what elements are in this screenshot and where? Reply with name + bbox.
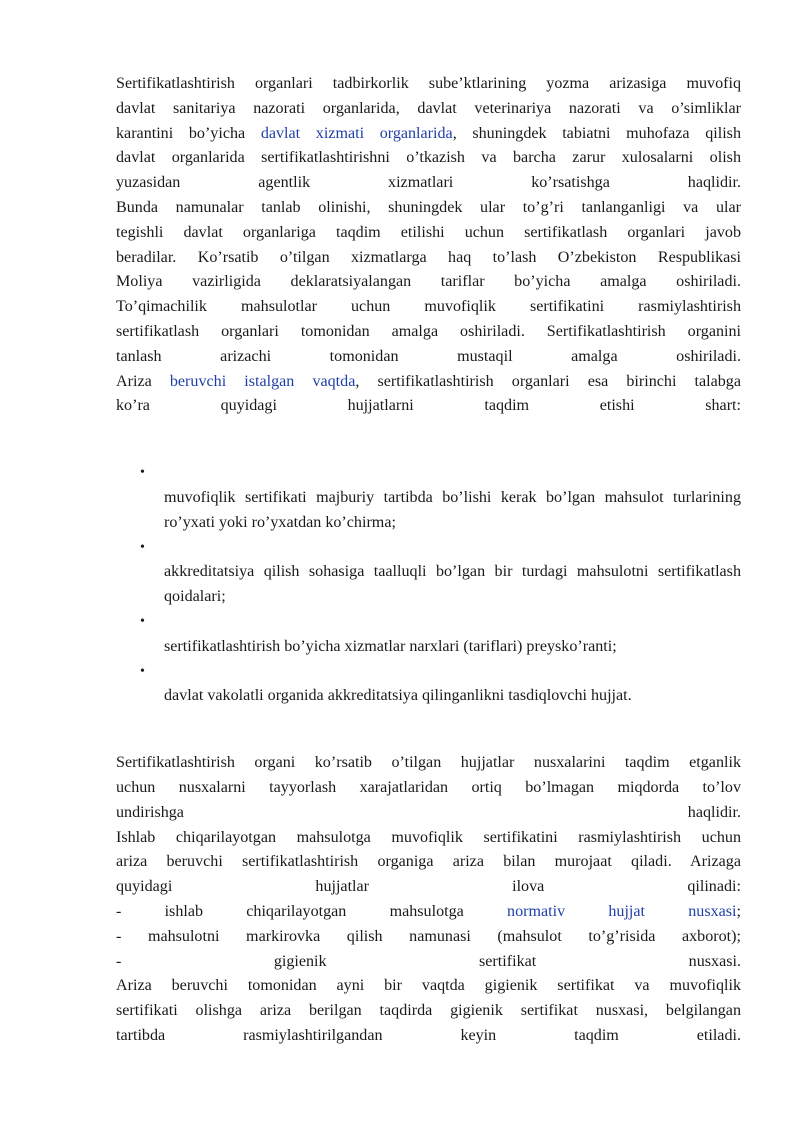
spacer (116, 709, 741, 751)
text-line: ko’ra quyidagi hujjatlarni taqdim etishi shart: (116, 397, 741, 415)
list-item (116, 660, 741, 710)
text-segment: - ishlab chiqarilayotgan mahsulotga (116, 902, 508, 920)
link-normativ-hujjat[interactable]: normativ hujjat nusxasi (507, 902, 737, 920)
text-line: sertifikati olishga ariza berilgan taqdirda gigienik sertifikat nusxasi, belgilangan (116, 1002, 741, 1020)
text-line: - gigienik sertifikat nusxasi. (116, 952, 741, 970)
text-segment: , shuningdek tabiatni muhofaza qilish (452, 124, 741, 142)
text-line: Ariza beruvchi tomonidan ayni bir vaqtda gigienik sertifikat va muvofiqlik (116, 977, 741, 995)
list-item-text: sertifikatlashtirish bo’yicha xizmatlar narxlari (tariflari) preysko’ranti; (164, 637, 617, 655)
text-line: Bunda namunalar tanlab olinishi, shuningdek ular to’g’ri tanlanganligi va ular (116, 198, 741, 216)
text-line: To’qimachilik mahsulotlar uchun muvofiqlik sertifikatini rasmiylashtirish (116, 298, 741, 316)
text-line: quyidagi hujjatlar ilova qilinadi: (116, 878, 741, 896)
spacer (116, 419, 741, 461)
text-line: davlat sanitariya nazorati organlarida, davlat veterinariya nazorati va o’simliklar (116, 99, 741, 117)
list-item (116, 461, 741, 535)
paragraph-1 (116, 72, 741, 419)
link-davlat-xizmati[interactable]: davlat xizmati organlarida (260, 124, 453, 142)
text-line: sertifikatlash organlari tomonidan amalga oshiriladi. Sertifikatlashtirish organini (116, 322, 741, 340)
text-line: Moliya vazirligida deklaratsiyalangan tariflar bo’yicha amalga oshiriladi. (116, 273, 741, 291)
text-line: undirishga haqlidir. (116, 803, 741, 821)
text-line (116, 370, 741, 395)
paragraph-2 (116, 751, 741, 1049)
bullet-icon: • (140, 539, 145, 555)
text-line: davlat organlarida sertifikatlashtirishni o’tkazish va barcha zarur xulosalarni olish (116, 149, 741, 167)
text-segment: karantini bo’yicha (116, 124, 261, 142)
text-line: tanlash arizachi tomonidan mustaqil amalga oshiriladi. (116, 347, 741, 365)
list-item (116, 610, 741, 660)
bullet-icon: • (140, 663, 145, 679)
list-item-text: muvofiqlik sertifikati majburiy tartibda bo’lishi kerak bo’lgan mahsulot turlarining ro’yxati yoki ro’yxatdan ko’chirma; (164, 488, 741, 531)
text-segment: Ariza (116, 372, 170, 390)
text-line: uchun nusxalarni tayyorlash xarajatlaridan ortiq bo’lmagan miqdorda to’lov (116, 778, 741, 796)
text-line: ariza beruvchi sertifikatlashtirish organiga ariza bilan murojaat qiladi. Arizaga (116, 853, 741, 871)
spacer (164, 536, 741, 561)
text-line: Sertifikatlashtirish organlari tadbirkorlik sube’ktlarining yozma arizasiga muvofiq (116, 75, 741, 92)
text-line (116, 900, 741, 925)
spacer (164, 461, 741, 486)
list-item-text: davlat vakolatli organida akkreditatsiya qilinganlikni tasdiqlovchi hujjat. (164, 687, 632, 705)
text-line: Sertifikatlashtirish organi ko’rsatib o’tilgan hujjatlar nusxalarini taqdim etganlik (116, 754, 741, 772)
text-line: yuzasidan agentlik xizmatlari ko’rsatishga haqlidir. (116, 174, 741, 192)
text-line: - mahsulotni markirovka qilish namunasi (mahsulot to’g’risida axborot); (116, 927, 741, 945)
list-item-text: akkreditatsiya qilish sohasiga taalluqli bo’lgan bir turdagi mahsulotni sertifikatlash qoidalari; (164, 563, 741, 606)
link-beruvchi-istalgan[interactable]: beruvchi istalgan vaqtda (169, 372, 356, 390)
text-segment: ; (736, 902, 741, 920)
bullet-icon: • (140, 613, 145, 629)
bullet-icon: • (140, 465, 145, 481)
document-page (116, 72, 741, 1049)
text-line: Ishlab chiqarilayotgan mahsulotga muvofiqlik sertifikatini rasmiylashtirish uchun (116, 828, 741, 846)
text-line: beradilar. Ko’rsatib o’tilgan xizmatlarga haq to’lash O’zbekiston Respublikasi (116, 248, 741, 266)
text-line: tartibda rasmiylashtirilgandan keyin taqdim etiladi. (116, 1026, 741, 1044)
list-item (116, 536, 741, 610)
requirements-list (116, 461, 741, 709)
text-line: tegishli davlat organlariga taqdim etilishi uchun sertifikatlash organlari javob (116, 223, 741, 241)
text-line (116, 122, 741, 147)
spacer (164, 660, 741, 685)
text-segment: , sertifikatlashtirish organlari esa birinchi talabga (355, 372, 741, 390)
spacer (164, 610, 741, 635)
